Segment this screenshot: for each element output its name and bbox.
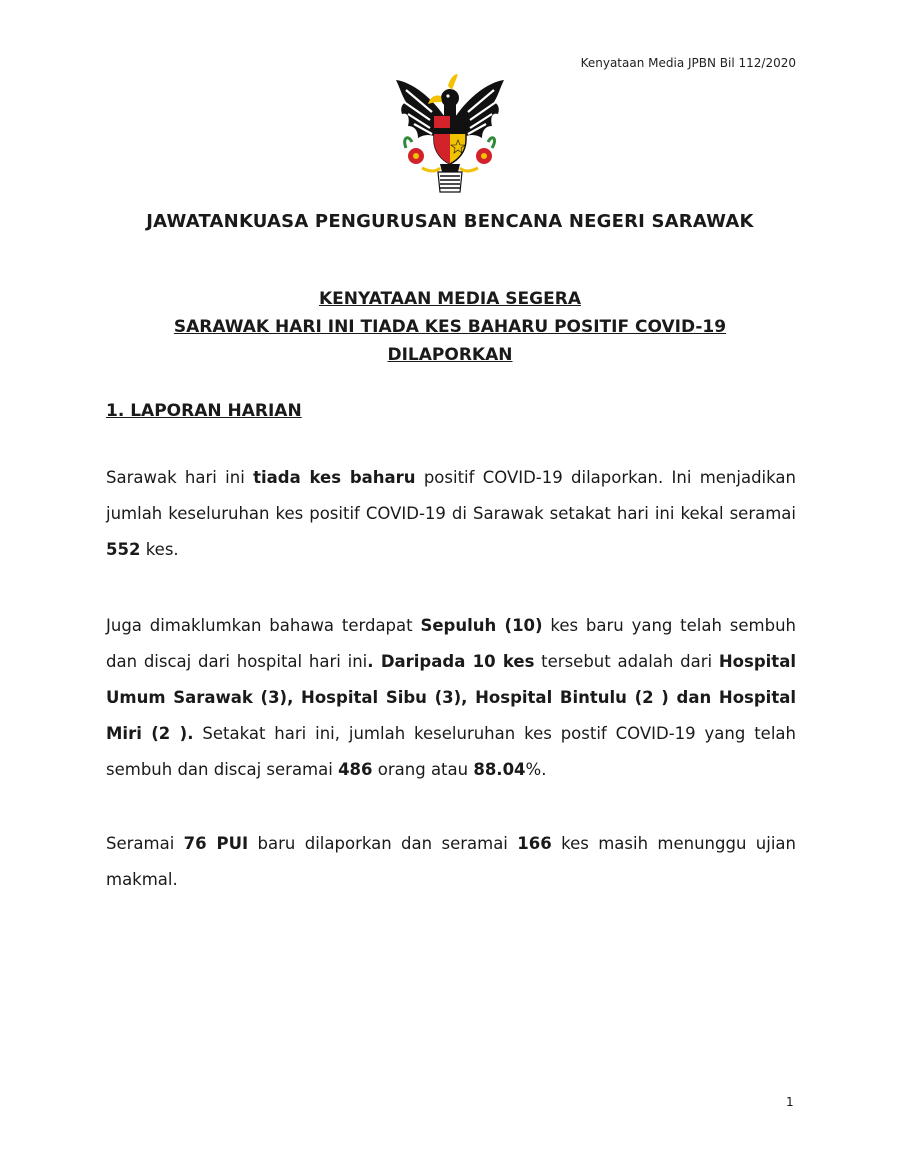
p2-bold-recovery-percent: 88.04	[473, 760, 526, 779]
p2-text-2: kes baru yang telah sembuh dan discaj dari hospital hari ini	[106, 616, 796, 671]
p2-text-5: orang atau	[372, 760, 474, 779]
p2-bold-recovered-count: Sepuluh (10)	[420, 616, 543, 635]
headline-line-1: KENYATAAN MEDIA SEGERA	[319, 289, 581, 309]
organization-title: JAWATANKUASA PENGURUSAN BENCANA NEGERI SARAWAK	[146, 211, 754, 232]
p1-text-3: kes.	[140, 540, 179, 559]
p2-text-4: Setakat hari ini, jumlah keseluruhan kes postif COVID-19 yang telah sembuh dan discaj seramai	[106, 724, 796, 779]
press-release-headline	[0, 285, 900, 369]
p3-bold-new-pui: 76 PUI	[183, 834, 249, 853]
headline-line-3: DILAPORKAN	[387, 345, 513, 365]
sarawak-coat-of-arms-icon	[392, 68, 508, 194]
p2-text-3: tersebut adalah dari	[534, 652, 719, 671]
p3-bold-pending-tests: 166	[517, 834, 552, 853]
p1-text-1: Sarawak hari ini	[106, 468, 254, 487]
media-reference-number: Kenyataan Media JPBN Bil 112/2020	[580, 56, 796, 70]
p1-bold-total-cases: 552	[106, 540, 141, 559]
p2-bold-from-cases: . Daripada 10 kes	[367, 652, 535, 671]
p2-bold-total-recovered: 486	[338, 760, 373, 779]
paragraph-new-cases	[106, 460, 796, 568]
paragraph-recoveries	[106, 608, 796, 788]
p3-text-1: Seramai	[106, 834, 184, 853]
page-number: 1	[786, 1095, 794, 1109]
p2-text-6: %.	[525, 760, 547, 779]
headline-line-2: SARAWAK HARI INI TIADA KES BAHARU POSITIF COVID-19	[173, 317, 727, 337]
p3-text-2: baru dilaporkan dan seramai	[248, 834, 518, 853]
p1-text-2: positif COVID-19 dilaporkan. Ini menjadikan jumlah keseluruhan kes positif COVID-19 di Sarawak setakat hari ini kekal seramai	[106, 468, 796, 523]
section-heading-daily-report: 1. LAPORAN HARIAN	[106, 401, 302, 421]
p2-text-1: Juga dimaklumkan bahawa terdapat	[106, 616, 421, 635]
p2-bold-hospitals: Hospital Umum Sarawak (3), Hospital Sibu (3), Hospital Bintulu (2 ) dan Hospital Miri (2 ).	[106, 652, 796, 743]
p1-bold-no-new-cases: tiada kes baharu	[253, 468, 416, 487]
p3-text-3: kes masih menunggu ujian makmal.	[106, 834, 796, 889]
paragraph-pui	[106, 826, 796, 898]
